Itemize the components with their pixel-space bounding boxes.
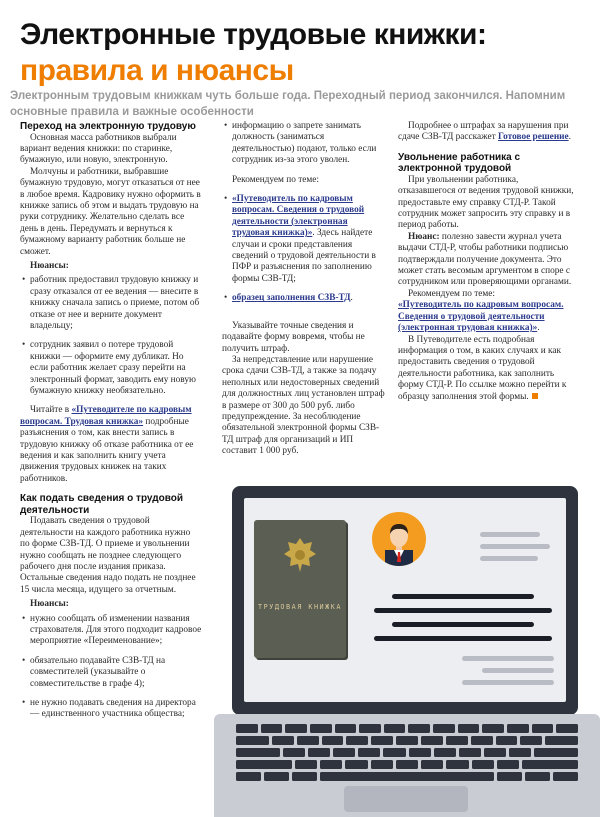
laptop-screen — [244, 498, 566, 702]
paragraph: Подробнее о штрафах за нарушения при сдаче СЗВ-ТД расскажет Готовое решение. — [398, 121, 571, 143]
column-2 — [222, 121, 385, 458]
section-heading-dismissal: Увольнение работника с электронной трудовой — [398, 151, 521, 175]
column-3 — [398, 121, 576, 403]
coat-of-arms-icon — [282, 534, 318, 576]
keyboard — [236, 724, 578, 784]
paragraph: В Путеводителе есть подробная информация о том, в каких случаях и как предоставить сведения о трудовой деятельности работника, как заполнить форму СТД-Р. По ссылке можно перейти к образцу заполнения этой формы. — [398, 334, 567, 402]
article-title-line1: Электронные трудовые книжки: — [20, 18, 487, 51]
continued-list — [222, 121, 385, 167]
laptop-keyboard-base — [214, 714, 600, 817]
guide-link-svedeniya[interactable]: «Путеводитель по кадровым вопросам. Сведения о трудовой деятельности (электронная трудовая книжка)» — [232, 194, 365, 239]
list-item: • информацию о запрете занимать должность (заниматься деятельностью) подают, только если сотрудник из-за этого уволен. — [222, 121, 385, 167]
nuances-list — [20, 614, 202, 721]
article-lead: Электронным трудовым книжкам чуть больше года. Переходный период закончился. Напомним основные правила и важные особенности — [10, 90, 566, 118]
touchpad — [344, 786, 468, 812]
list-item: • нужно сообщать об изменении названия страхователя. Для этого подходит кадровое мероприятие «Переименование»; — [20, 614, 202, 648]
list-item: • образец заполнения СЗВ-ТД. — [222, 293, 385, 304]
paragraph: «Путеводитель по кадровым вопросам. Сведения о трудовой деятельности (электронная трудовая книжка)». — [398, 300, 564, 334]
column-1 — [20, 121, 202, 729]
laptop-illustration — [214, 480, 600, 817]
section-heading-submit: Как подать сведения о трудовой деятельности — [20, 493, 183, 516]
paragraph: Читайте в «Путеводителе по кадровым вопросам. Трудовая книжка» подробные разъяснения о том, как внести запись в трудовую книжку об отказе работника от ее ведения и как заполнить книгу учета движения трудовых книжек на таких работников. — [20, 405, 194, 484]
list-item: • работник предоставил трудовую книжку и сразу отказался от ее ведения — внесите в книжку сначала запись о приеме, потом об отказе от нее и верните документ владельцу; — [20, 275, 202, 332]
avatar — [372, 512, 426, 566]
labor-book — [254, 520, 346, 658]
paragraph: Указывайте точные сведения и подавайте форму вовремя, чтобы не получить штраф. — [222, 320, 365, 354]
sample-link-szv-td[interactable]: образец заполнения СЗВ-ТД — [232, 293, 351, 304]
nuances-list — [20, 275, 202, 397]
list-item: • обязательно подавайте СЗВ-ТД на совместителей (указывайте о совместительстве в графе 4); — [20, 656, 202, 690]
paragraph: При увольнении работника, отказавшегося от ведения трудовой книжки, предоставьте ему справку СТД-Р. Такой сотрудник может запросить эту справку и в период работы. — [398, 174, 574, 231]
article-title-line2: правила и нюансы — [20, 54, 294, 87]
ready-solution-link[interactable]: Готовое решение — [498, 132, 569, 143]
list-item: • «Путеводитель по кадровым вопросам. Сведения о трудовой деятельности (электронная трудовая книжка)». Здесь найдете случаи и сроки представления сведений о трудовой деятельности в ПФР и разъяснения по заполнению формы СЗВ-ТД; — [222, 194, 385, 285]
paragraph: Рекомендуем по теме: — [408, 288, 495, 299]
guide-link-svedeniya-2[interactable]: «Путеводитель по кадровым вопросам. Сведения о трудовой деятельности (электронная трудовая книжка)» — [398, 300, 564, 334]
list-item: • не нужно подавать сведения на директора — единственного участника общества; — [20, 698, 202, 721]
paragraph: За непредставление или нарушение срока сдачи СЗВ-ТД, а также за подачу неполных или недостоверных сведений для должностных лиц установлен штраф в размере от 300 до 500 руб. либо предупреждение. За несоблюдение обязательной электронной формы СЗВ-ТД штраф для организаций и ИП составит 1 000 руб. — [222, 354, 385, 457]
list-item: • сотрудник заявил о потере трудовой книжки — оформите ему дубликат. Но если работник желает сразу перейти на электронный формат, заводить ему новую бумажную книжку необязательно. — [20, 340, 202, 397]
labor-book-title: ТРУДОВАЯ КНИЖКА — [258, 603, 342, 611]
end-mark-icon — [532, 393, 538, 399]
paragraph: Подавать сведения о трудовой деятельности на каждого работника нужно по форме СЗВ-ТД. О приеме и увольнении нужно сообщать не позднее следующего рабочего дня после издания приказа. Остальные сведения надо подать не позднее 15 числа месяца, идущего за отчетным. — [20, 516, 196, 595]
paragraph: Рекомендуем по теме: — [232, 174, 319, 185]
section-heading-transition: Переход на электронную трудовую — [20, 121, 196, 132]
paragraph: Нюанс: полезно завести журнал учета выдачи СТД-Р, чтобы работники подписью подтверждали получение документа. Это может стать весомым аргументом в споре с сотрудником или проверяющими органами. — [398, 231, 572, 288]
recommended-list — [222, 194, 385, 305]
nuances-label: Нюансы: — [30, 599, 69, 610]
person-icon — [372, 512, 426, 566]
guide-link-trudovaya-knizhka[interactable]: «Путеводителе по кадровым вопросам. Трудовая книжка» — [20, 405, 192, 427]
paragraph: Основная масса работников выбрали вариант ведения книжки: по старинке, бумажную, или новую, электронную. — [20, 132, 177, 166]
paragraph: Молчуны и работники, выбравшие бумажную трудовую, могут отказаться от нее в любое время. Кадровику нужно оформить в книжке запись об этом и выдать трудовую на руки сотруднику. Желательно сделать все день в день. Передумать и вернуться к бумажному варианту работник больше не сможет. — [20, 166, 201, 257]
nuances-label: Нюансы: — [30, 260, 69, 271]
